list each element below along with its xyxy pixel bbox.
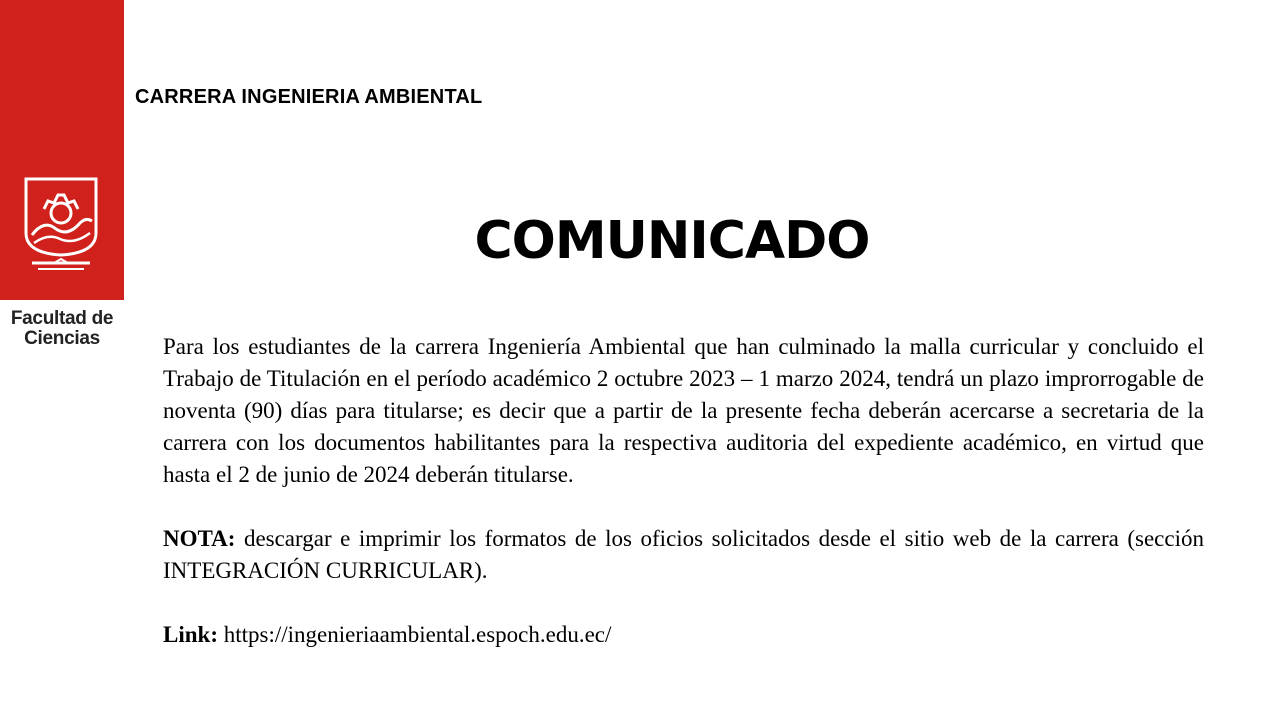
faculty-name <box>0 309 124 349</box>
career-title: CARRERA INGENIERIA AMBIENTAL <box>135 86 483 108</box>
link-label: Link: <box>163 622 218 647</box>
note-paragraph <box>163 523 1204 587</box>
spacer <box>163 491 1204 523</box>
announcement-body <box>163 331 1204 651</box>
link-paragraph <box>163 619 1204 651</box>
faculty-name-line1: Facultad de <box>10 308 114 329</box>
faculty-name-line2: Ciencias <box>24 328 100 349</box>
spacer <box>163 587 1204 619</box>
announcement-paragraph: Para los estudiantes de la carrera Ingeniería Ambiental que han culminado la malla curricular y concluido el Trabajo de Titulación en el período académico 2 octubre 2023 – 1 marzo 2024, tendrá un plazo improrrogable de noventa (90) días para titularse; es decir que a partir de la presente fecha deberán acercarse a secretaria de la carrera con los documentos habilitantes para la respectiva auditoria del expediente académico, en virtud que hasta el 2 de junio de 2024 deberán titularse. <box>163 334 1204 487</box>
page-title: COMUNICADO <box>474 211 870 271</box>
link-url[interactable]: https://ingenieriaambiental.espoch.edu.ec/ <box>217 622 612 647</box>
note-text: descargar e imprimir los formatos de los oficios solicitados desde el sitio web de la carrera (sección INTEGRACIÓN CURRICULAR). <box>163 526 1204 583</box>
note-label: NOTA: <box>163 526 236 551</box>
